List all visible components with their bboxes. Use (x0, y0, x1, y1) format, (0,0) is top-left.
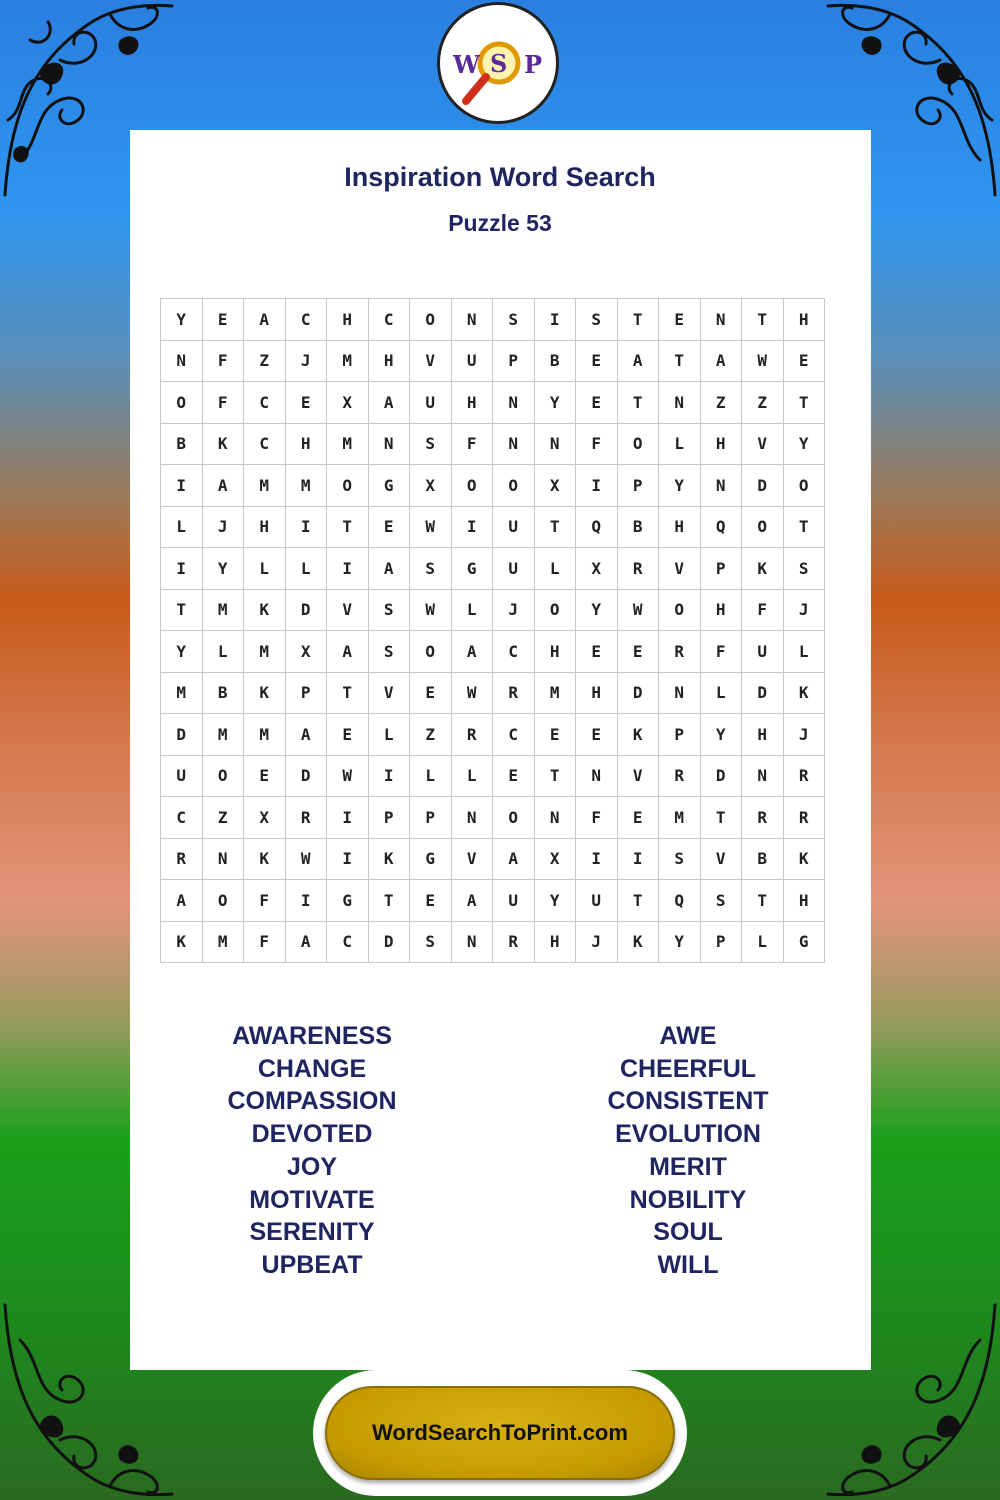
grid-cell[interactable]: C (327, 921, 369, 963)
grid-cell[interactable]: Y (534, 382, 576, 424)
grid-cell[interactable]: A (202, 465, 244, 507)
grid-cell[interactable]: F (244, 921, 286, 963)
grid-cell[interactable]: J (493, 589, 535, 631)
grid-cell[interactable]: A (368, 548, 410, 590)
grid-cell[interactable]: B (742, 838, 784, 880)
grid-cell[interactable]: K (742, 548, 784, 590)
grid-cell[interactable]: K (617, 921, 659, 963)
grid-cell[interactable]: U (410, 382, 452, 424)
grid-cell[interactable]: N (368, 423, 410, 465)
grid-cell[interactable]: B (161, 423, 203, 465)
word-list-left (162, 1020, 462, 1282)
grid-cell[interactable]: F (700, 631, 742, 673)
logo-letter-p: P (524, 50, 543, 79)
grid-cell[interactable]: B (617, 506, 659, 548)
grid-cell[interactable]: X (327, 382, 369, 424)
grid-cell[interactable]: W (327, 755, 369, 797)
grid-cell[interactable]: J (202, 506, 244, 548)
grid-row (161, 382, 825, 424)
word-list-item: AWARENESS (232, 1022, 392, 1050)
grid-cell[interactable]: N (451, 921, 493, 963)
grid-cell[interactable]: C (493, 714, 535, 756)
grid-cell[interactable]: T (617, 382, 659, 424)
grid-cell[interactable]: A (617, 340, 659, 382)
grid-cell[interactable]: M (659, 797, 701, 839)
grid-cell[interactable]: H (534, 631, 576, 673)
grid-cell[interactable]: X (410, 465, 452, 507)
grid-cell[interactable]: K (368, 838, 410, 880)
grid-row (161, 838, 825, 880)
grid-cell[interactable]: N (576, 755, 618, 797)
grid-cell[interactable]: L (161, 506, 203, 548)
grid-cell[interactable]: M (327, 340, 369, 382)
grid-cell[interactable]: R (285, 797, 327, 839)
word-list-item: AWE (659, 1022, 717, 1050)
grid-cell[interactable]: U (576, 880, 618, 922)
grid-cell[interactable]: A (451, 631, 493, 673)
grid-cell[interactable]: S (410, 423, 452, 465)
grid-cell[interactable]: U (493, 880, 535, 922)
grid-cell[interactable]: M (202, 921, 244, 963)
grid-cell[interactable]: H (659, 506, 701, 548)
grid-cell[interactable]: R (783, 797, 825, 839)
grid-cell[interactable]: W (451, 672, 493, 714)
grid-cell[interactable]: P (617, 465, 659, 507)
grid-cell[interactable]: U (451, 340, 493, 382)
grid-cell[interactable]: A (244, 299, 286, 341)
grid-cell[interactable]: N (700, 299, 742, 341)
grid-cell[interactable]: N (534, 797, 576, 839)
grid-row (161, 921, 825, 963)
grid-cell[interactable]: H (700, 423, 742, 465)
grid-cell[interactable]: P (285, 672, 327, 714)
grid-cell[interactable]: N (534, 423, 576, 465)
grid-cell[interactable]: O (451, 465, 493, 507)
grid-cell[interactable]: H (742, 714, 784, 756)
grid-cell[interactable]: T (617, 299, 659, 341)
grid-cell[interactable]: S (410, 921, 452, 963)
grid-cell[interactable]: T (742, 880, 784, 922)
grid-cell[interactable]: N (493, 382, 535, 424)
grid-cell[interactable]: H (534, 921, 576, 963)
grid-cell[interactable]: H (244, 506, 286, 548)
grid-cell[interactable]: H (451, 382, 493, 424)
grid-cell[interactable]: E (368, 506, 410, 548)
grid-cell[interactable]: D (742, 672, 784, 714)
grid-cell[interactable]: E (659, 299, 701, 341)
grid-row (161, 631, 825, 673)
puzzle-title: Inspiration Word Search (344, 162, 656, 192)
word-list-item: SOUL (653, 1218, 723, 1247)
grid-cell[interactable]: E (534, 714, 576, 756)
grid-cell[interactable]: L (451, 589, 493, 631)
grid-cell[interactable]: J (783, 714, 825, 756)
grid-cell[interactable]: U (493, 548, 535, 590)
grid-row (161, 880, 825, 922)
grid-cell[interactable]: E (576, 340, 618, 382)
grid-cell[interactable]: M (202, 714, 244, 756)
grid-cell[interactable]: R (659, 631, 701, 673)
grid-cell[interactable]: O (742, 506, 784, 548)
grid-cell[interactable]: P (493, 340, 535, 382)
site-logo[interactable] (437, 2, 559, 124)
grid-cell[interactable]: T (742, 299, 784, 341)
grid-cell[interactable]: A (285, 921, 327, 963)
grid-cell[interactable]: Q (700, 506, 742, 548)
grid-cell[interactable]: B (534, 340, 576, 382)
grid-cell[interactable]: I (327, 797, 369, 839)
grid-cell[interactable]: F (202, 340, 244, 382)
grid-cell[interactable]: D (368, 921, 410, 963)
grid-cell[interactable]: O (202, 755, 244, 797)
grid-cell[interactable]: M (327, 423, 369, 465)
grid-cell[interactable]: V (368, 672, 410, 714)
grid-cell[interactable]: F (244, 880, 286, 922)
word-list-item: CONSISTENT (607, 1087, 769, 1116)
word-list-item: CHEERFUL (619, 1054, 757, 1083)
grid-cell[interactable]: N (451, 299, 493, 341)
grid-cell[interactable]: I (161, 465, 203, 507)
grid-cell[interactable]: P (410, 797, 452, 839)
grid-cell[interactable]: Y (700, 714, 742, 756)
grid-cell[interactable]: D (617, 672, 659, 714)
grid-cell[interactable]: R (451, 714, 493, 756)
word-list-item: CHANGE (257, 1054, 367, 1083)
grid-row (161, 423, 825, 465)
grid-cell[interactable]: T (368, 880, 410, 922)
grid-cell[interactable]: S (493, 299, 535, 341)
grid-row (161, 672, 825, 714)
grid-cell[interactable]: O (783, 465, 825, 507)
grid-cell[interactable]: T (534, 755, 576, 797)
grid-cell[interactable]: E (617, 631, 659, 673)
grid-cell[interactable]: R (659, 755, 701, 797)
grid-cell[interactable]: K (617, 714, 659, 756)
grid-cell[interactable]: R (161, 838, 203, 880)
grid-cell[interactable]: F (202, 382, 244, 424)
grid-cell[interactable]: E (576, 382, 618, 424)
grid-cell[interactable]: L (451, 755, 493, 797)
grid-cell[interactable]: X (244, 797, 286, 839)
grid-row (161, 797, 825, 839)
grid-cell[interactable]: J (783, 589, 825, 631)
grid-cell[interactable]: T (783, 382, 825, 424)
grid-cell[interactable]: U (493, 506, 535, 548)
grid-cell[interactable]: E (327, 714, 369, 756)
grid-cell[interactable]: W (410, 506, 452, 548)
grid-row (161, 589, 825, 631)
grid-cell[interactable]: N (202, 838, 244, 880)
word-list-item: NOBILITY (629, 1185, 747, 1214)
grid-row (161, 506, 825, 548)
grid-cell[interactable]: I (161, 548, 203, 590)
grid-cell[interactable]: X (534, 838, 576, 880)
grid-cell[interactable]: H (783, 880, 825, 922)
grid-cell[interactable]: R (493, 921, 535, 963)
grid-cell[interactable]: I (576, 838, 618, 880)
grid-cell[interactable]: E (576, 631, 618, 673)
grid-cell[interactable]: K (161, 921, 203, 963)
grid-cell[interactable]: A (700, 340, 742, 382)
grid-cell[interactable]: K (783, 838, 825, 880)
grid-cell[interactable]: I (534, 299, 576, 341)
grid-cell[interactable]: L (700, 672, 742, 714)
grid-cell[interactable]: V (617, 755, 659, 797)
grid-row (161, 755, 825, 797)
grid-cell[interactable]: B (202, 672, 244, 714)
grid-cell[interactable]: T (659, 340, 701, 382)
grid-cell[interactable]: A (493, 838, 535, 880)
grid-cell[interactable]: G (451, 548, 493, 590)
grid-cell[interactable]: N (700, 465, 742, 507)
grid-cell[interactable]: R (493, 672, 535, 714)
grid-cell[interactable]: P (700, 921, 742, 963)
grid-cell[interactable]: H (327, 299, 369, 341)
grid-cell[interactable]: E (202, 299, 244, 341)
grid-cell[interactable]: U (742, 631, 784, 673)
grid-cell[interactable]: A (327, 631, 369, 673)
grid-cell[interactable]: S (410, 548, 452, 590)
grid-cell[interactable]: V (742, 423, 784, 465)
grid-cell[interactable]: P (700, 548, 742, 590)
grid-cell[interactable]: I (285, 880, 327, 922)
grid-cell[interactable]: P (368, 797, 410, 839)
grid-cell[interactable]: A (368, 382, 410, 424)
grid-cell[interactable]: G (368, 465, 410, 507)
grid-cell[interactable]: L (285, 548, 327, 590)
grid-cell[interactable]: S (659, 838, 701, 880)
grid-cell[interactable]: Z (410, 714, 452, 756)
grid-cell[interactable]: W (617, 589, 659, 631)
grid-cell[interactable]: F (451, 423, 493, 465)
grid-cell[interactable]: K (202, 423, 244, 465)
grid-cell[interactable]: K (244, 672, 286, 714)
grid-cell[interactable]: F (576, 423, 618, 465)
grid-cell[interactable]: L (783, 631, 825, 673)
grid-cell[interactable]: G (410, 838, 452, 880)
grid-row (161, 299, 825, 341)
grid-cell[interactable]: Y (161, 299, 203, 341)
grid-cell[interactable]: S (783, 548, 825, 590)
word-list-item: JOY (286, 1152, 338, 1181)
grid-cell[interactable]: O (410, 299, 452, 341)
grid-cell[interactable]: M (285, 465, 327, 507)
grid-cell[interactable]: M (161, 672, 203, 714)
grid-cell[interactable]: I (617, 838, 659, 880)
grid-cell[interactable]: A (285, 714, 327, 756)
grid-cell[interactable]: V (700, 838, 742, 880)
grid-cell[interactable]: Y (202, 548, 244, 590)
grid-cell[interactable]: D (742, 465, 784, 507)
grid-cell[interactable]: P (659, 714, 701, 756)
grid-cell[interactable]: L (368, 714, 410, 756)
grid-cell[interactable]: Y (534, 880, 576, 922)
grid-cell[interactable]: I (368, 755, 410, 797)
grid-cell[interactable]: F (576, 797, 618, 839)
grid-cell[interactable]: O (327, 465, 369, 507)
grid-cell[interactable]: Y (161, 631, 203, 673)
grid-cell[interactable]: E (576, 714, 618, 756)
grid-cell[interactable]: T (700, 797, 742, 839)
grid-cell[interactable]: E (285, 382, 327, 424)
grid-cell[interactable]: C (285, 299, 327, 341)
grid-cell[interactable]: G (327, 880, 369, 922)
grid-cell[interactable]: L (534, 548, 576, 590)
logo-letter-w: W (453, 50, 480, 79)
grid-cell[interactable]: J (576, 921, 618, 963)
grid-cell[interactable]: N (451, 797, 493, 839)
word-list-item: MOTIVATE (249, 1185, 375, 1214)
grid-cell[interactable]: C (244, 423, 286, 465)
word-list-item: WILL (657, 1250, 719, 1279)
grid-cell[interactable]: O (202, 880, 244, 922)
grid-cell[interactable]: A (451, 880, 493, 922)
grid-cell[interactable]: L (742, 921, 784, 963)
word-list-item: DEVOTED (251, 1120, 373, 1149)
grid-cell[interactable]: D (285, 755, 327, 797)
grid-cell[interactable]: L (244, 548, 286, 590)
grid-cell[interactable]: D (161, 714, 203, 756)
grid-cell[interactable]: D (285, 589, 327, 631)
grid-cell[interactable]: Y (659, 921, 701, 963)
grid-cell[interactable]: Y (659, 465, 701, 507)
grid-cell[interactable]: Z (742, 382, 784, 424)
grid-cell[interactable]: G (783, 921, 825, 963)
grid-cell[interactable]: R (617, 548, 659, 590)
grid-cell[interactable]: C (493, 631, 535, 673)
grid-cell[interactable]: E (410, 672, 452, 714)
grid-cell[interactable]: A (161, 880, 203, 922)
grid-cell[interactable]: Y (783, 423, 825, 465)
puzzle-number: Puzzle 53 (448, 210, 552, 236)
grid-row (161, 548, 825, 590)
grid-cell[interactable]: I (327, 548, 369, 590)
letter-grid (160, 298, 825, 963)
grid-cell[interactable]: X (285, 631, 327, 673)
word-list-item: COMPASSION (227, 1087, 397, 1116)
grid-cell[interactable]: J (285, 340, 327, 382)
grid-cell[interactable]: W (285, 838, 327, 880)
grid-cell[interactable]: C (244, 382, 286, 424)
grid-cell[interactable]: V (659, 548, 701, 590)
grid-cell[interactable]: R (742, 797, 784, 839)
grid-cell[interactable]: V (451, 838, 493, 880)
grid-cell[interactable]: H (700, 589, 742, 631)
grid-cell[interactable]: M (202, 589, 244, 631)
grid-cell[interactable]: M (534, 672, 576, 714)
grid-cell[interactable]: Z (202, 797, 244, 839)
grid-cell[interactable]: I (451, 506, 493, 548)
grid-row (161, 714, 825, 756)
grid-cell[interactable]: N (659, 382, 701, 424)
logo-letter-s: S (490, 49, 508, 78)
grid-cell[interactable]: E (493, 755, 535, 797)
grid-cell[interactable]: T (534, 506, 576, 548)
grid-cell[interactable]: V (410, 340, 452, 382)
grid-cell[interactable]: K (244, 589, 286, 631)
grid-cell[interactable]: T (617, 880, 659, 922)
grid-cell[interactable]: H (285, 423, 327, 465)
grid-cell[interactable]: I (285, 506, 327, 548)
grid-cell[interactable]: D (700, 755, 742, 797)
grid-cell[interactable]: H (368, 340, 410, 382)
grid-cell[interactable]: K (783, 672, 825, 714)
grid-cell[interactable]: O (161, 382, 203, 424)
grid-cell[interactable]: W (742, 340, 784, 382)
grid-cell[interactable]: L (202, 631, 244, 673)
grid-cell[interactable]: K (244, 838, 286, 880)
grid-cell[interactable]: O (493, 465, 535, 507)
grid-cell[interactable]: T (327, 672, 369, 714)
grid-cell[interactable]: S (700, 880, 742, 922)
grid-cell[interactable]: I (576, 465, 618, 507)
grid-cell[interactable]: W (410, 589, 452, 631)
grid-cell[interactable]: Z (244, 340, 286, 382)
grid-cell[interactable]: O (617, 423, 659, 465)
word-list-right (538, 1020, 838, 1282)
grid-cell[interactable]: Q (659, 880, 701, 922)
grid-cell[interactable]: O (410, 631, 452, 673)
grid-cell[interactable]: Y (576, 589, 618, 631)
grid-cell[interactable]: R (783, 755, 825, 797)
grid-cell[interactable]: O (534, 589, 576, 631)
grid-cell[interactable]: O (493, 797, 535, 839)
grid-cell[interactable]: S (368, 589, 410, 631)
grid-cell[interactable]: L (410, 755, 452, 797)
grid-cell[interactable]: C (368, 299, 410, 341)
grid-cell[interactable]: L (659, 423, 701, 465)
grid-cell[interactable]: N (493, 423, 535, 465)
word-list-item: MERIT (649, 1152, 727, 1181)
grid-cell[interactable]: Q (576, 506, 618, 548)
grid-cell[interactable]: N (659, 672, 701, 714)
grid-cell[interactable]: F (742, 589, 784, 631)
grid-cell[interactable]: U (161, 755, 203, 797)
grid-cell[interactable]: M (244, 465, 286, 507)
grid-cell[interactable]: T (783, 506, 825, 548)
grid-cell[interactable]: V (327, 589, 369, 631)
grid-cell[interactable]: T (327, 506, 369, 548)
grid-cell[interactable]: S (368, 631, 410, 673)
grid-cell[interactable]: H (783, 299, 825, 341)
grid-cell[interactable]: T (161, 589, 203, 631)
grid-cell[interactable]: M (244, 714, 286, 756)
website-button[interactable]: WordSearchToPrint.com (325, 1386, 675, 1480)
grid-cell[interactable]: M (244, 631, 286, 673)
grid-cell[interactable]: E (617, 797, 659, 839)
grid-cell[interactable]: E (410, 880, 452, 922)
grid-cell[interactable]: N (161, 340, 203, 382)
grid-cell[interactable]: I (327, 838, 369, 880)
grid-cell[interactable]: E (783, 340, 825, 382)
grid-cell[interactable]: O (659, 589, 701, 631)
grid-row (161, 340, 825, 382)
grid-cell[interactable]: N (742, 755, 784, 797)
grid-cell[interactable]: S (576, 299, 618, 341)
grid-cell[interactable]: X (576, 548, 618, 590)
grid-cell[interactable]: C (161, 797, 203, 839)
grid-cell[interactable]: H (576, 672, 618, 714)
word-list-item: SERENITY (249, 1218, 375, 1247)
grid-cell[interactable]: X (534, 465, 576, 507)
word-list-item: EVOLUTION (615, 1120, 761, 1149)
grid-row (161, 465, 825, 507)
grid-cell[interactable]: E (244, 755, 286, 797)
word-list-item: UPBEAT (261, 1250, 363, 1279)
grid-cell[interactable]: Z (700, 382, 742, 424)
